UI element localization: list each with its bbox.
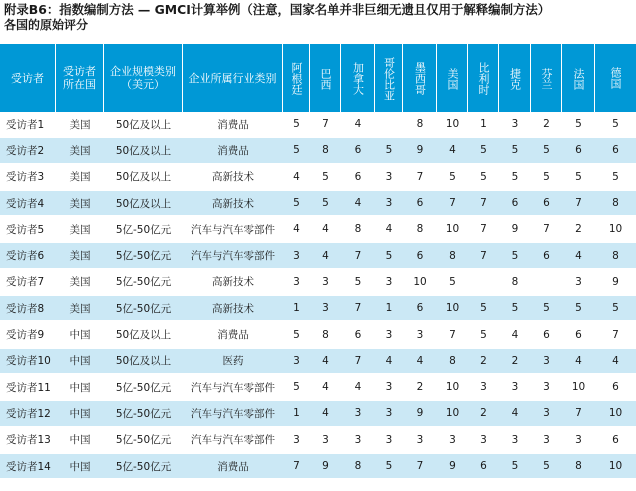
cell-industry: 汽车与汽车零部件 [183,401,283,427]
cell-country: 美国 [56,217,104,243]
cell-score: 8 [310,322,341,348]
cell-score: 4 [375,217,403,243]
cell-score: 3 [468,428,499,454]
cell-score: 5 [531,296,562,322]
cell-respondent: 受访者3 [0,165,56,191]
cell-country: 美国 [56,191,104,217]
cell-respondent: 受访者12 [0,401,56,427]
cell-score: 7 [341,296,375,322]
cell-score: 3 [437,428,468,454]
cell-score: 3 [283,270,310,296]
cell-score: 4 [562,243,595,269]
cell-score: 7 [283,454,310,480]
cell-score: 10 [403,270,437,296]
cell-respondent: 受访者10 [0,349,56,375]
cell-industry: 高新技术 [183,270,283,296]
cell-score: 3 [531,428,562,454]
cell-country: 美国 [56,112,104,138]
cell-industry: 消费品 [183,138,283,164]
table-body [0,112,636,480]
cell-score [375,112,403,138]
cell-score: 3 [341,401,375,427]
cell-score: 5 [375,454,403,480]
cell-score: 5 [468,296,499,322]
cell-country: 中国 [56,428,104,454]
cell-score: 5 [283,112,310,138]
cell-score: 5 [595,112,636,138]
cell-score: 5 [437,270,468,296]
table-row [0,454,636,480]
header-country-score: 法国 [562,44,595,112]
cell-respondent: 受访者5 [0,217,56,243]
cell-score: 8 [403,112,437,138]
cell-score: 7 [341,243,375,269]
cell-score: 7 [531,217,562,243]
cell-score: 3 [375,428,403,454]
cell-respondent: 受访者7 [0,270,56,296]
cell-score: 2 [499,349,531,375]
cell-score: 4 [283,217,310,243]
cell-score: 10 [562,375,595,401]
header-respondent: 受访者 [0,44,56,112]
cell-score: 10 [437,112,468,138]
cell-industry: 汽车与汽车零部件 [183,217,283,243]
cell-respondent: 受访者11 [0,375,56,401]
cell-score: 3 [375,322,403,348]
cell-score: 2 [531,112,562,138]
cell-score: 4 [595,349,636,375]
cell-industry: 汽车与汽车零部件 [183,375,283,401]
cell-score: 5 [562,296,595,322]
cell-score: 4 [499,401,531,427]
cell-score: 3 [375,191,403,217]
cell-score: 3 [531,375,562,401]
cell-score: 7 [562,401,595,427]
cell-score: 3 [403,322,437,348]
cell-respondent: 受访者1 [0,112,56,138]
cell-score: 8 [595,191,636,217]
cell-score: 3 [499,428,531,454]
cell-size: 50亿及以上 [104,138,183,164]
cell-score: 6 [468,454,499,480]
cell-score: 5 [283,138,310,164]
cell-score: 7 [595,322,636,348]
cell-score: 1 [468,112,499,138]
cell-score: 5 [531,138,562,164]
header-country-score: 哥伦比亚 [375,44,403,112]
cell-score: 3 [531,349,562,375]
table-row [0,322,636,348]
heading-block [4,3,634,32]
cell-score: 6 [595,138,636,164]
cell-size: 50亿及以上 [104,322,183,348]
cell-score: 5 [531,165,562,191]
cell-score: 5 [595,296,636,322]
cell-size: 5亿-50亿元 [104,243,183,269]
cell-size: 50亿及以上 [104,165,183,191]
header-country-score: 阿根廷 [283,44,310,112]
table-row [0,428,636,454]
cell-score: 8 [403,217,437,243]
page-subtitle: 各国的原始评分 [4,18,89,32]
cell-score: 4 [341,191,375,217]
cell-score: 10 [437,401,468,427]
cell-score: 5 [562,112,595,138]
cell-score: 7 [341,349,375,375]
cell-score: 5 [499,165,531,191]
header-country-score: 加拿大 [341,44,375,112]
cell-score: 5 [437,165,468,191]
table-row [0,112,636,138]
cell-country: 中国 [56,401,104,427]
cell-score: 2 [403,375,437,401]
cell-score: 10 [595,454,636,480]
table-row [0,401,636,427]
cell-score: 5 [468,322,499,348]
header-country-score: 墨西哥 [403,44,437,112]
cell-size: 5亿-50亿元 [104,375,183,401]
cell-score: 5 [499,138,531,164]
cell-score: 9 [403,138,437,164]
cell-score [468,270,499,296]
cell-score: 3 [403,428,437,454]
cell-score: 5 [595,165,636,191]
header-country-score: 芬兰 [531,44,562,112]
cell-score: 6 [531,322,562,348]
cell-score: 3 [283,349,310,375]
cell-score: 10 [595,217,636,243]
cell-country: 美国 [56,270,104,296]
table-row [0,296,636,322]
cell-score: 6 [403,243,437,269]
cell-score: 5 [468,138,499,164]
cell-score: 7 [468,243,499,269]
cell-size: 5亿-50亿元 [104,428,183,454]
cell-score: 5 [310,191,341,217]
cell-country: 中国 [56,349,104,375]
cell-score: 7 [468,191,499,217]
cell-industry: 消费品 [183,322,283,348]
cell-country: 美国 [56,296,104,322]
cell-country: 中国 [56,454,104,480]
page-title: 附录B6：指数编制方法 — GMCI计算举例（注意，国家名单并非巨细无遗且仅用于解释编制方法） [4,2,551,17]
cell-score: 1 [283,401,310,427]
cell-size: 5亿-50亿元 [104,454,183,480]
cell-score: 8 [437,243,468,269]
cell-score: 4 [403,349,437,375]
cell-score: 6 [341,165,375,191]
cell-score: 3 [341,428,375,454]
cell-score: 3 [499,112,531,138]
table-row [0,349,636,375]
cell-size: 5亿-50亿元 [104,217,183,243]
table-row [0,217,636,243]
table-row [0,165,636,191]
cell-score: 9 [403,401,437,427]
cell-score: 4 [562,349,595,375]
cell-score: 3 [375,401,403,427]
cell-score: 9 [437,454,468,480]
cell-score: 1 [375,296,403,322]
cell-score: 7 [403,165,437,191]
cell-score: 4 [341,112,375,138]
cell-score: 10 [437,296,468,322]
table-row [0,270,636,296]
cell-score: 9 [499,217,531,243]
header-country-score: 捷克 [499,44,531,112]
cell-score: 10 [437,375,468,401]
cell-score: 5 [499,243,531,269]
cell-score: 5 [468,165,499,191]
scores-table-wrapper [0,44,636,480]
cell-score: 3 [310,270,341,296]
cell-size: 5亿-50亿元 [104,270,183,296]
cell-score: 9 [310,454,341,480]
cell-score: 5 [341,270,375,296]
cell-score: 3 [310,428,341,454]
cell-score: 7 [403,454,437,480]
cell-score: 7 [437,322,468,348]
cell-size: 5亿-50亿元 [104,401,183,427]
cell-score: 3 [562,428,595,454]
cell-score: 3 [283,428,310,454]
cell-score: 6 [341,138,375,164]
header-country-score: 巴西 [310,44,341,112]
cell-score: 3 [531,401,562,427]
cell-score: 6 [595,428,636,454]
cell-score: 8 [595,243,636,269]
cell-size: 50亿及以上 [104,191,183,217]
cell-industry: 高新技术 [183,191,283,217]
cell-country: 中国 [56,375,104,401]
cell-country: 中国 [56,322,104,348]
cell-industry: 汽车与汽车零部件 [183,243,283,269]
cell-score: 4 [310,349,341,375]
header-country-score: 德国 [595,44,636,112]
cell-respondent: 受访者2 [0,138,56,164]
cell-score: 6 [403,191,437,217]
header-country-score: 美国 [437,44,468,112]
cell-score: 2 [468,401,499,427]
cell-respondent: 受访者6 [0,243,56,269]
cell-industry: 消费品 [183,112,283,138]
scores-table [0,44,636,480]
cell-score: 10 [437,217,468,243]
cell-score: 1 [283,296,310,322]
cell-score: 5 [375,138,403,164]
cell-score: 5 [499,296,531,322]
table-row [0,375,636,401]
cell-score: 4 [310,243,341,269]
cell-score: 3 [375,375,403,401]
cell-size: 5亿-50亿元 [104,296,183,322]
cell-score: 6 [531,191,562,217]
table-row [0,243,636,269]
cell-score: 4 [499,322,531,348]
cell-score: 8 [562,454,595,480]
cell-score: 7 [437,191,468,217]
cell-score: 6 [499,191,531,217]
cell-country: 美国 [56,243,104,269]
cell-score: 5 [531,454,562,480]
cell-respondent: 受访者14 [0,454,56,480]
cell-score: 5 [562,165,595,191]
cell-industry: 医药 [183,349,283,375]
cell-score: 3 [375,165,403,191]
cell-score: 6 [562,322,595,348]
cell-score: 4 [341,375,375,401]
cell-respondent: 受访者13 [0,428,56,454]
cell-score: 4 [310,375,341,401]
header-size: 企业规模类别（美元） [104,44,183,112]
cell-score: 3 [499,375,531,401]
cell-score: 6 [531,243,562,269]
cell-score: 6 [403,296,437,322]
cell-score: 6 [341,322,375,348]
cell-score: 4 [375,349,403,375]
cell-score: 8 [341,454,375,480]
cell-size: 50亿及以上 [104,349,183,375]
cell-score: 5 [499,454,531,480]
cell-score: 3 [310,296,341,322]
cell-score: 5 [283,191,310,217]
cell-score: 7 [562,191,595,217]
cell-size: 50亿及以上 [104,112,183,138]
cell-respondent: 受访者8 [0,296,56,322]
cell-respondent: 受访者4 [0,191,56,217]
cell-score: 6 [595,375,636,401]
cell-industry: 高新技术 [183,165,283,191]
cell-industry: 消费品 [183,454,283,480]
cell-score: 5 [283,375,310,401]
header-industry: 企业所属行业类别 [183,44,283,112]
cell-score: 2 [562,217,595,243]
cell-score: 8 [310,138,341,164]
cell-score: 4 [283,165,310,191]
table-header-row [0,44,636,112]
cell-score: 4 [310,401,341,427]
cell-score: 3 [283,243,310,269]
table-row [0,191,636,217]
cell-score: 7 [310,112,341,138]
header-country-score: 比利时 [468,44,499,112]
cell-score: 3 [468,375,499,401]
cell-score: 8 [341,217,375,243]
cell-score: 9 [595,270,636,296]
cell-score: 2 [468,349,499,375]
cell-score: 6 [562,138,595,164]
header-country: 受访者所在国 [56,44,104,112]
cell-industry: 汽车与汽车零部件 [183,428,283,454]
cell-score: 5 [310,165,341,191]
cell-score: 4 [310,217,341,243]
cell-score: 8 [499,270,531,296]
cell-industry: 高新技术 [183,296,283,322]
cell-score: 3 [562,270,595,296]
cell-score: 4 [437,138,468,164]
cell-country: 美国 [56,165,104,191]
cell-score: 5 [375,243,403,269]
cell-score: 7 [468,217,499,243]
cell-score: 10 [595,401,636,427]
cell-country: 美国 [56,138,104,164]
cell-score [531,270,562,296]
cell-score: 8 [437,349,468,375]
cell-score: 3 [375,270,403,296]
cell-respondent: 受访者9 [0,322,56,348]
cell-score: 5 [283,322,310,348]
table-row [0,138,636,164]
